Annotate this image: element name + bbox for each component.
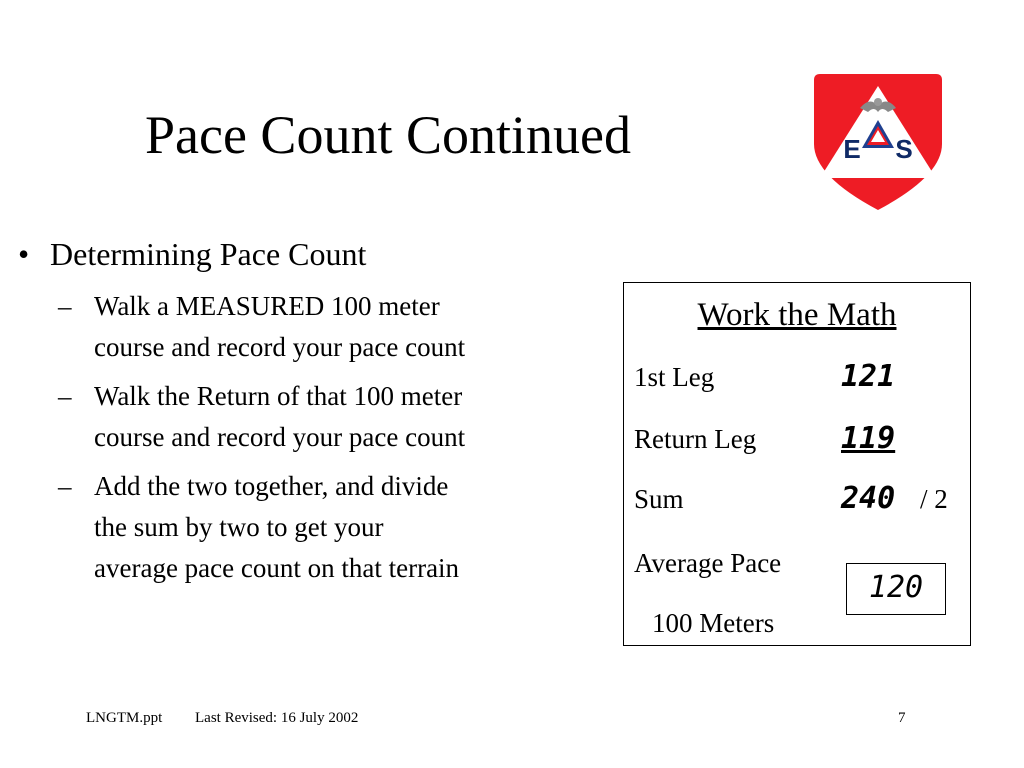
meters-label: 100 Meters (652, 608, 775, 638)
bullet-text: Determining Pace Count (50, 236, 367, 272)
sub-bullet-line: course and record your pace count (94, 422, 466, 452)
footer-filename: LNGTM.ppt (86, 710, 163, 726)
eagle-head (874, 98, 882, 106)
work-the-math-box (623, 282, 971, 646)
sum-label: Sum (634, 484, 684, 514)
logo-letter-left: E (843, 134, 861, 164)
bullet-dot: • (18, 236, 30, 272)
sub-bullet-dash: – (58, 471, 72, 501)
math-box-title: Work the Math (697, 297, 897, 333)
sub-bullet-dash: – (58, 291, 72, 321)
footer-revised: Last Revised: 16 July 2002 (195, 710, 359, 726)
footer-page-number: 7 (898, 710, 906, 726)
es-shield-logo-icon (808, 66, 948, 214)
average-pace-label: Average Pace (634, 548, 782, 578)
first-leg-value: 121 (841, 359, 896, 394)
first-leg-label: 1st Leg (634, 362, 715, 392)
sub-bullet-line: course and record your pace count (94, 332, 466, 362)
sub-bullet-item (58, 466, 608, 589)
sub-bullet-line: the sum by two to get your (94, 512, 384, 542)
average-result-box (846, 563, 946, 615)
sub-bullet-list (18, 286, 608, 589)
bullet-item (18, 232, 608, 276)
average-result-value: 120 (868, 570, 924, 605)
sub-bullet-dash: – (58, 381, 72, 411)
sum-divisor: / 2 (920, 484, 948, 514)
slide-title: Pace Count Continued (145, 105, 631, 165)
sub-bullet-item (58, 376, 608, 458)
bullet-list (18, 232, 608, 597)
sub-bullet-line: Add the two together, and divide (94, 471, 449, 501)
return-leg-value: 119 (841, 421, 896, 456)
sub-bullet-line: average pace count on that terrain (94, 553, 460, 583)
return-leg-label: Return Leg (634, 424, 757, 454)
sub-bullet-line: Walk the Return of that 100 meter (94, 381, 463, 411)
sub-bullet-item (58, 286, 608, 368)
sub-bullet-line: Walk a MEASURED 100 meter (94, 291, 440, 321)
logo-letter-right: S (895, 134, 913, 164)
sum-value: 240 (841, 481, 896, 516)
